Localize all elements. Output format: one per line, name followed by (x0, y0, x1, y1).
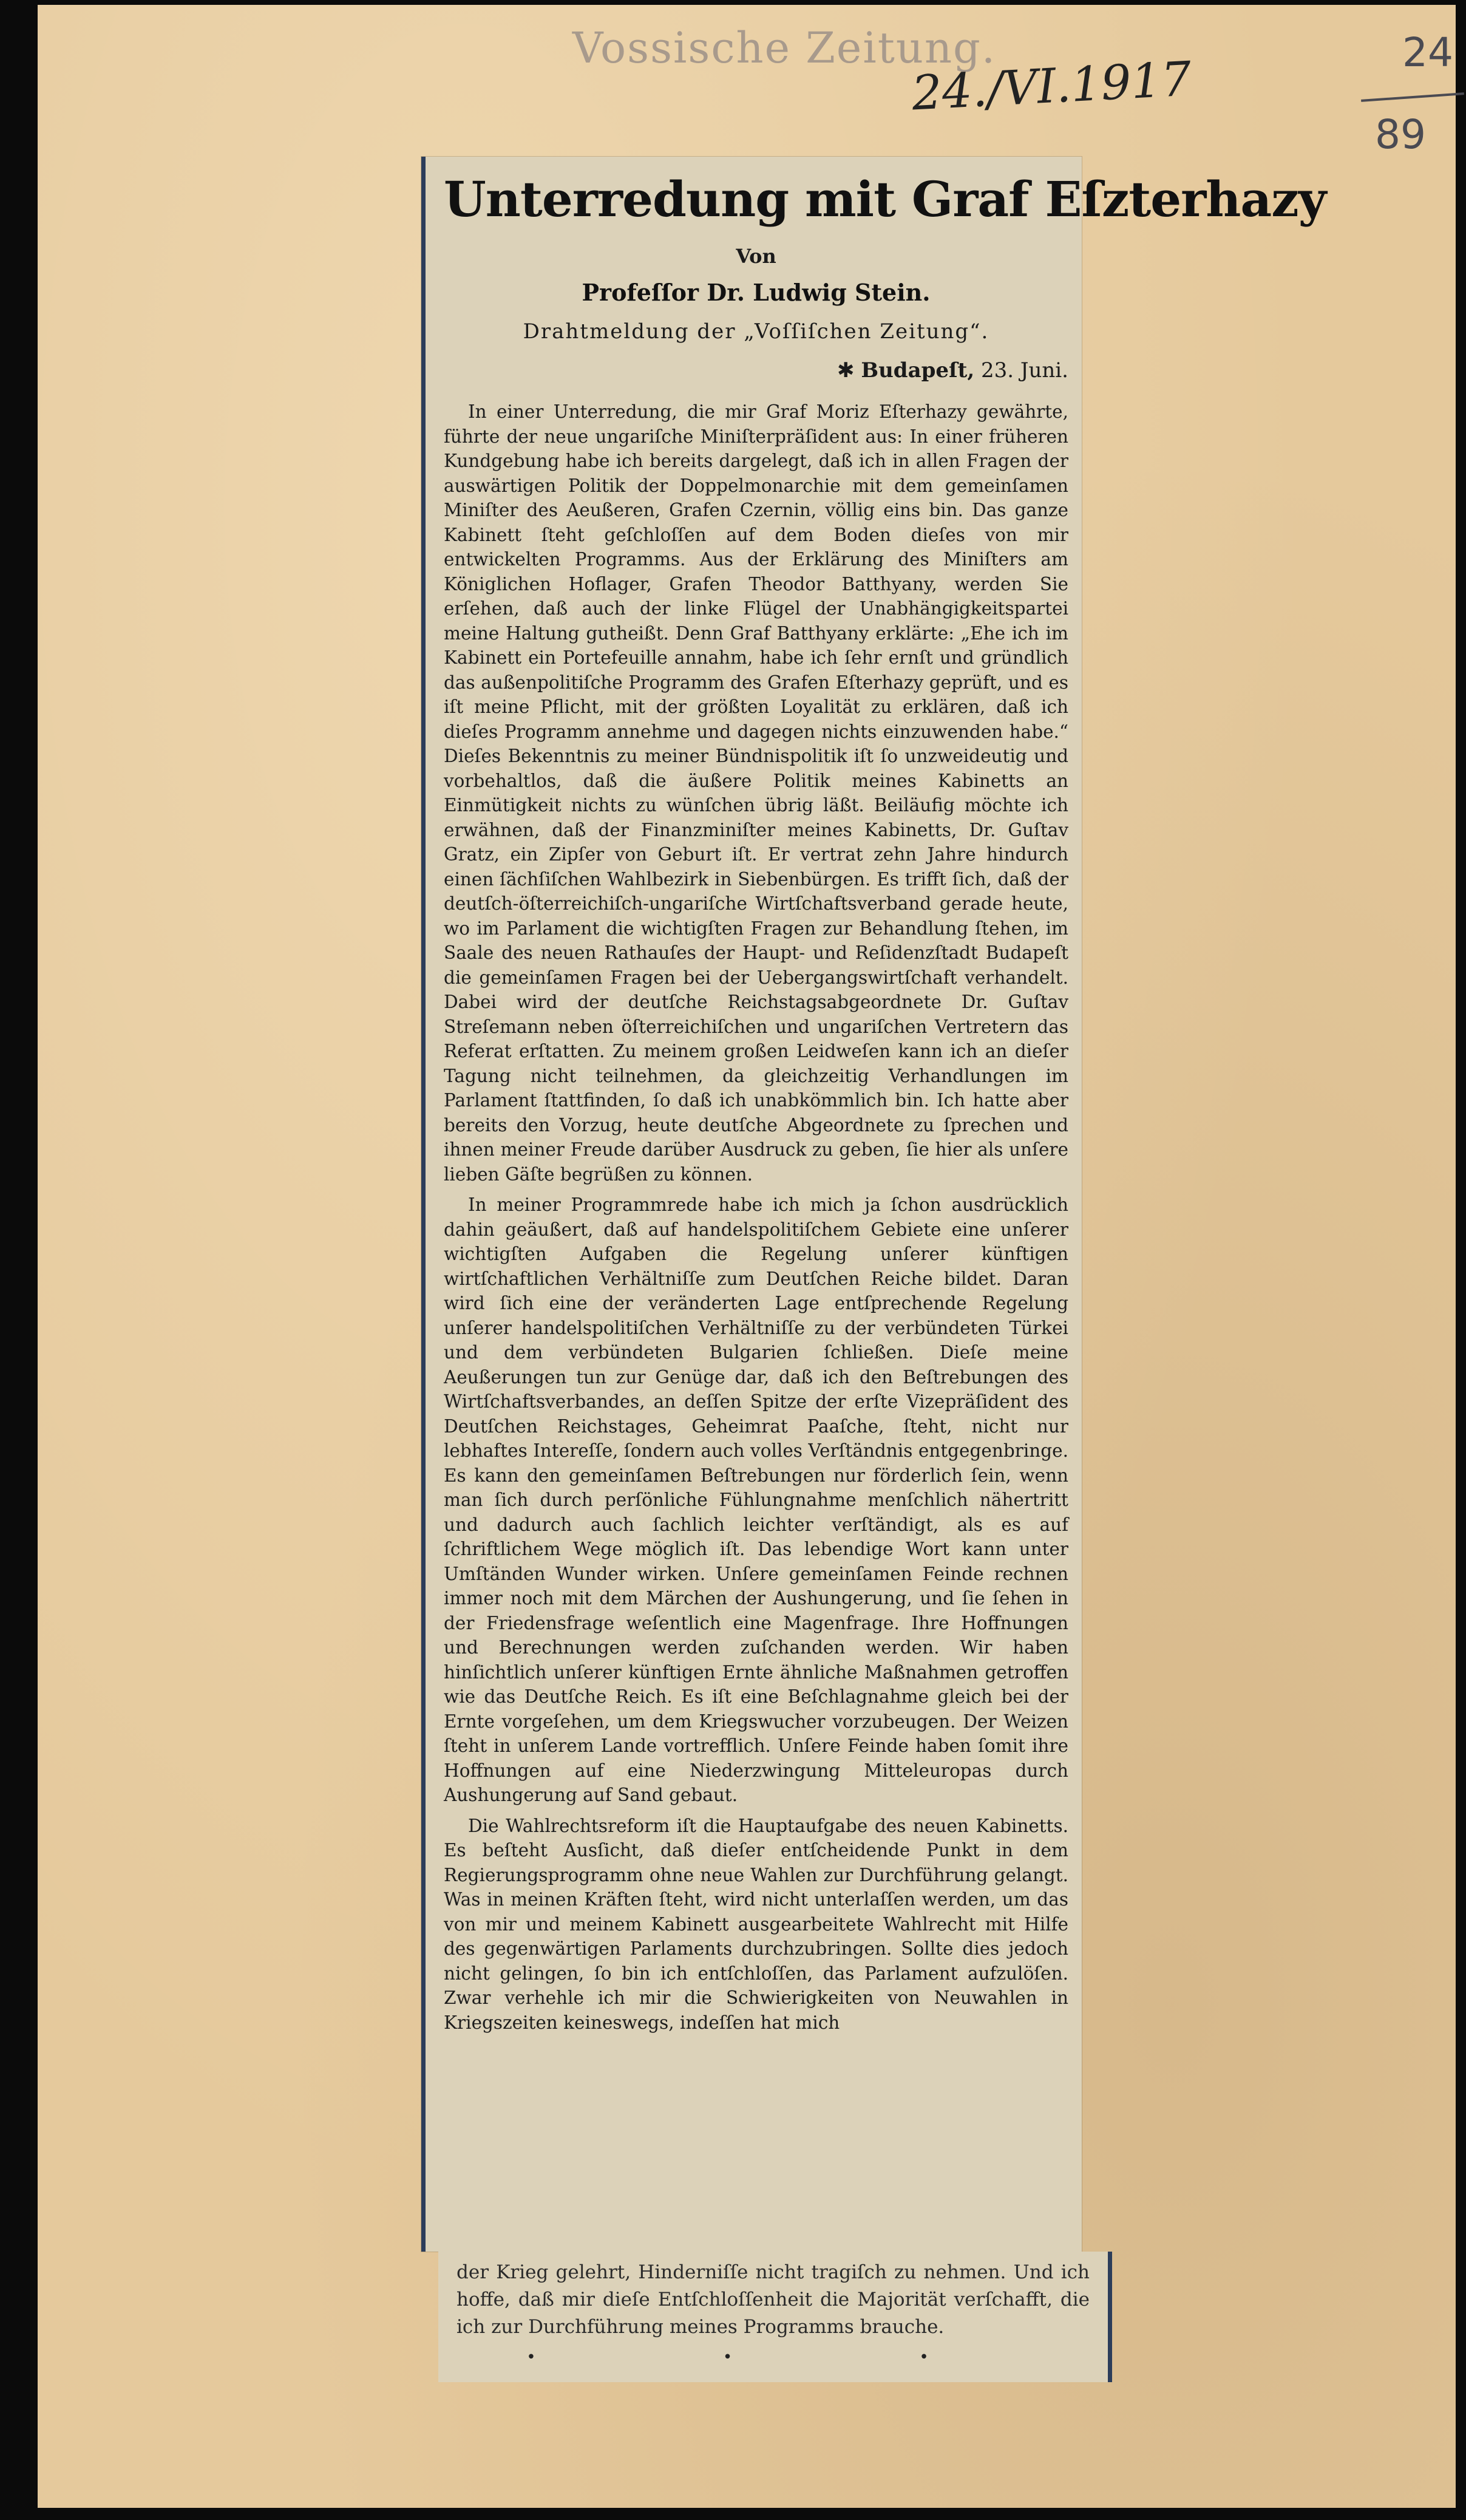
dateline-star-icon: ✱ (837, 358, 861, 383)
article-author: Profeſſor Dr. Ludwig Stein. (582, 279, 931, 306)
byline-prefix: Von (736, 245, 776, 268)
archive-number-top: 24 (1402, 29, 1453, 76)
article-paragraph: In meiner Programmrede habe ich mich ja ſchon ausdrücklich dahin geäußert, daß auf handelspolitiſchem Gebiete eine unſerer wichtigſten Aufgaben die Regelung unſerer künftigen wirtſchaftlichen Verhältniſſe zum Deutſchen Reiche bildet. Daran wird ſich eine der veränderten Lage entſprechende Regelung unſerer handelspolitiſchen Verhältniſſe zu der verbündeten Türkei und dem verbündeten Bulgarien ſchließen. Dieſe meine Aeußerungen tun zur Genüge dar, daß ich den Beſtrebungen des Wirtſchaftsverbandes, an deſſen Spitze der erſte Vizepräſident des Deutſchen Reichstages, Geheimrat Paaſche, ſteht, nicht nur lebhaftes Intereſſe, ſondern auch volles Verſtändnis entgegenbringe. Es kann den gemeinſamen Beſtrebungen nur förderlich ſein, wenn man ſich durch perſönliche Fühlungnahme menſchlich nähertritt und dadurch auch ſachlich leichter verſtändigt, als es auf ſchriftlichem Wege möglich iſt. Das lebendige Wort kann unter Umſtänden Wunder wirken. Unſere gemeinſamen Feinde rechnen immer noch mit dem Märchen der Aushungerung, und ſie ſehen in der Friedensfrage weſentlich eine Magenfrage. Ihre Hoffnungen und Berechnungen werden zuſchanden werden. Wir haben hinſichtlich unſerer künftigen Ernte ähnliche Maßnahmen getroffen wie das Deutſche Reich. Es iſt eine Beſchlagnahme gleich bei der Ernte vorgeſehen, um dem Kriegswucher vorzubeugen. Der Weizen ſteht in unſerem Lande vortrefflich. Unſere Feinde haben ſomit ihre Hoffnungen auf eine Niederzwingung Mitteleuropas durch Aushungerung auf Sand gebaut. (444, 1194, 1068, 1805)
newspaper-clipping-continuation (438, 2252, 1112, 2382)
archive-sheet (38, 5, 1456, 2508)
archive-number-divider (1361, 92, 1464, 102)
archive-number-bottom: 89 (1375, 111, 1426, 158)
article-paragraph: Die Wahlrechtsreform iſt die Hauptaufgabe des neuen Kabinetts. Es beſteht Ausſicht, daß dieſer entſcheidende Punkt in dem Regierungsprogramm ohne neue Wahlen zur Durchführung gelangt. Was in meinen Kräften ſteht, wird nicht unterlaſſen werden, um das von mir und meinem Kabinett ausgearbeitete Wahlrecht mit Hilfe des gegenwärtigen Parlaments durchzubringen. Sollte dies jedoch nicht gelingen, ſo bin ich entſchloſſen, das Parlament aufzulöſen. Zwar verhehle ich mir die Schwierigkeiten von Neuwahlen in Kriegszeiten keineswegs, indeſſen hat mich (444, 1815, 1068, 2033)
end-marks: • • • (526, 2348, 1020, 2366)
handwritten-date: 24./VI.1917 (910, 52, 1193, 121)
dateline (444, 358, 1068, 383)
dateline-place: Budapeſt, (861, 358, 975, 383)
newspaper-clipping-main (421, 157, 1326, 2252)
article-headline: Unterredung mit Graf Eſzterhazy (444, 171, 1326, 228)
wire-notice: Drahtmeldung der „Voſſiſchen Zeitung“. (523, 319, 989, 344)
article-paragraph: In einer Unterredung, die mir Graf Moriz Eſterhazy gewährte, führte der neue ungariſche Miniſterpräſident aus: In einer früheren Kundgebung habe ich bereits dargelegt, daß ich in allen Fragen der auswärtigen Politik der Doppelmonarchie mit dem gemeinſamen Miniſter des Aeußeren, Grafen Czernin, völlig eins bin. Das ganze Kabinett ſteht geſchloſſen auf dem Boden dieſes von mir entwickelten Programms. Aus der Erklärung des Miniſters am Königlichen Hoflager, Grafen Theodor Batthyany, werden Sie erſehen, daß auch der linke Flügel der Unabhängigkeitspartei meine Haltung gutheißt. Denn Graf Batthyany erklärte: „Ehe ich im Kabinett ein Portefeuille annahm, habe ich ſehr ernſt und gründlich das außenpolitiſche Programm des Grafen Eſterhazy geprüft, und es iſt meine Pflicht, mit der größten Loyalität zu erklären, daß ich dieſes Programm annehme und dagegen nichts einzuwenden habe.“ Dieſes Bekenntnis zu meiner Bündnispolitik iſt ſo unzweideutig und vorbehaltlos, daß die äußere Politik meines Kabinetts an Einmütigkeit nichts zu wünſchen übrig läßt. Beiläufig möchte ich erwähnen, daß der Finanzminiſter meines Kabinetts, Dr. Guſtav Gratz, ein Zipſer von Geburt iſt. Er vertrat zehn Jahre hindurch einen ſächſiſchen Wahlbezirk in Siebenbürgen. Es trifft ſich, daß der deutſch-öſterreichiſch-ungariſche Wirtſchaftsverband gerade heute, wo im Parlament die wichtigſten Fragen zur Behandlung ſtehen, im Saale des neuen Rathauſes der Haupt- und Reſidenzſtadt Budapeſt die gemeinſamen Fragen bei der Uebergangswirtſchaft verhandelt. Dabei wird der deutſche Reichstagsabgeordnete Dr. Guſtav Streſemann neben öſterreichiſchen und ungariſchen Vertretern das Referat erſtatten. Zu meinem großen Leidweſen kann ich an dieſer Tagung nicht teilnehmen, da gleichzeitig Verhandlungen im Parlament ſtattfinden, ſo daß ich unabkömmlich bin. Ich hatte aber bereits den Vorzug, heute deutſche Abgeordnete zu ſprechen und ihnen meiner Freude darüber Ausdruck zu geben, ſie hier als unſere lieben Gäſte begrüßen zu können. (444, 401, 1068, 1185)
article-continuation: der Krieg gelehrt, Hinderniſſe nicht tragiſch zu nehmen. Und ich hoffe, daß mir dieſe Entſchloſſenheit die Majorität verſchafft, die ich zur Durchführung meines Programms brauche. (456, 2261, 1090, 2338)
newspaper-masthead: Vossische Zeitung. (572, 23, 997, 73)
dateline-date: 23. Juni. (981, 358, 1068, 383)
